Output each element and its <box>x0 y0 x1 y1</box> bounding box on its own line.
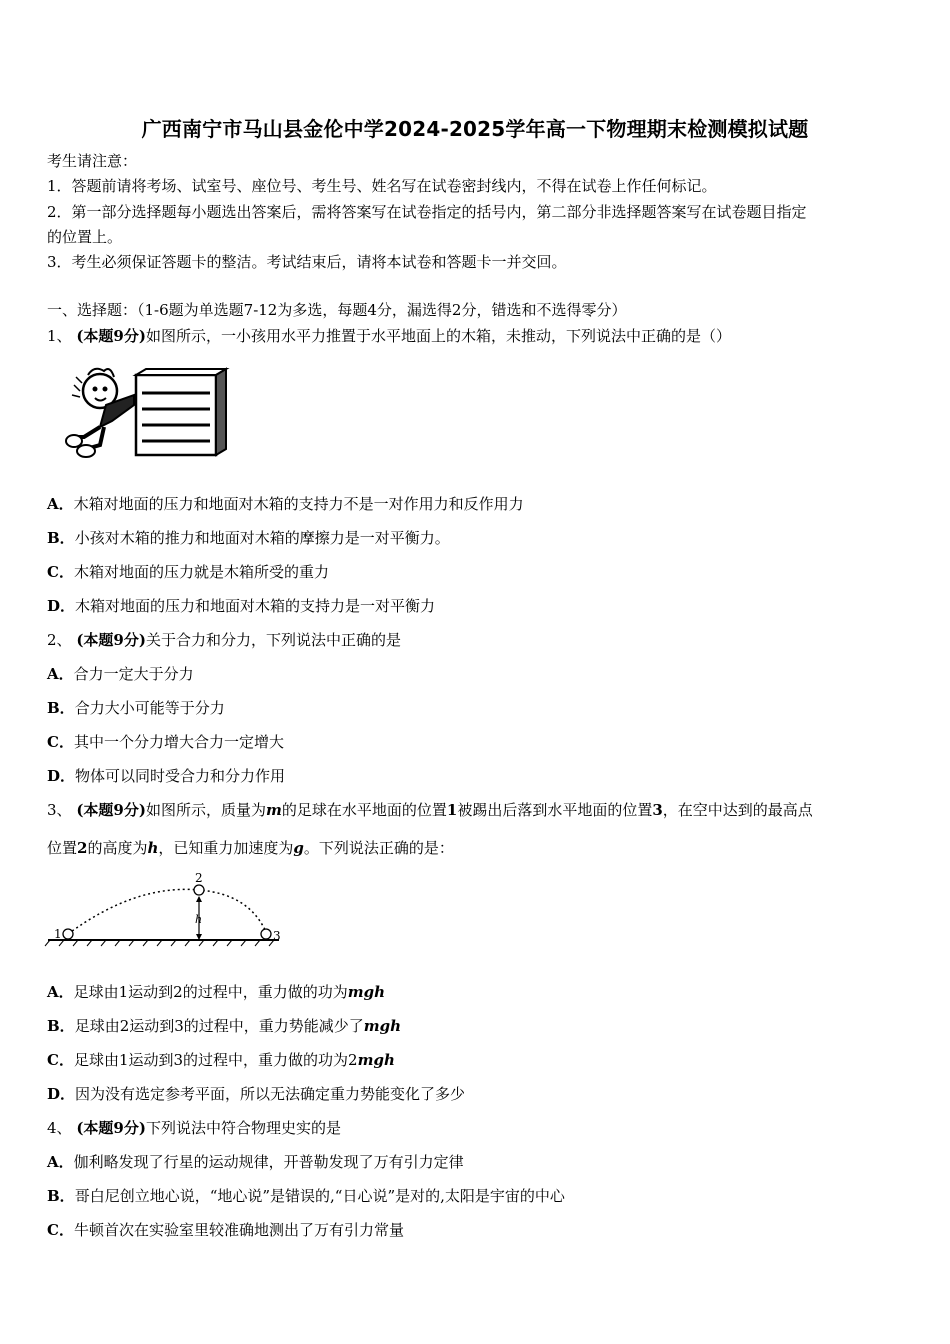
question-stem: 的足球在水平地面的位置 <box>281 801 447 819</box>
option-text: 足球由1运动到2的过程中，重力做的功为 <box>73 983 348 1001</box>
question-tag: (本题9分) <box>76 327 146 345</box>
position-1: 1 <box>446 801 458 819</box>
option-label: B． <box>47 699 75 717</box>
var-h: h <box>147 839 159 857</box>
option-text: 木箱对地面的压力和地面对木箱的支持力是一对平衡力 <box>75 597 436 615</box>
option-label: D． <box>47 1085 76 1103</box>
option-text: 合力一定大于分力 <box>73 665 194 683</box>
notice-item-1: 1．答题前请将考场、试室号、座位号、考生号、姓名写在试卷密封线内，不得在试卷上作任何标记。 <box>47 177 717 195</box>
child-shoe <box>66 435 82 447</box>
question-number: 2、 <box>47 631 72 649</box>
effort-mark <box>74 385 80 391</box>
question-3-cont <box>47 838 454 858</box>
label-h: h <box>195 913 203 926</box>
option-label: C． <box>47 1221 74 1239</box>
option-text: 足球由2运动到3的过程中，重力势能减少了 <box>74 1017 364 1035</box>
effort-mark <box>76 377 82 383</box>
q1-option-c[interactable] <box>47 562 329 582</box>
ball-position-3 <box>261 929 271 939</box>
option-text: 物体可以同时受合力和分力作用 <box>75 767 286 785</box>
label-3: 3 <box>273 929 281 943</box>
notice-item-3: 3．考生必须保证答题卡的整洁。考试结束后，请将本试卷和答题卡一并交回。 <box>47 253 567 271</box>
q2-option-d[interactable] <box>47 766 285 786</box>
option-label: B． <box>47 1187 75 1205</box>
q2-option-c[interactable] <box>47 732 284 752</box>
option-label: B． <box>47 1017 75 1035</box>
q2-option-b[interactable] <box>47 698 225 718</box>
q1-option-b[interactable] <box>47 528 450 548</box>
question-stem: ，已知重力加速度为 <box>158 839 294 857</box>
option-label: D． <box>47 597 76 615</box>
option-text: 伽利略发现了行星的运动规律，开普勒发现了万有引力定律 <box>73 1153 464 1171</box>
question-stem: 被踢出后落到水平地面的位置 <box>457 801 653 819</box>
option-label: A． <box>47 1153 74 1171</box>
var-g: g <box>293 839 304 857</box>
option-text: 足球由1运动到3的过程中，重力做的功为2 <box>73 1051 358 1069</box>
option-label: B． <box>47 529 75 547</box>
q2-option-a[interactable] <box>47 664 194 684</box>
child-eye <box>103 387 108 392</box>
q3-option-b[interactable] <box>47 1016 401 1036</box>
option-label: A． <box>47 983 74 1001</box>
question-number: 4、 <box>47 1119 72 1137</box>
option-text: 木箱对地面的压力和地面对木箱的支持力不是一对作用力和反作用力 <box>73 495 524 513</box>
option-label: C． <box>47 1051 74 1069</box>
ball-position-2 <box>194 885 204 895</box>
option-label: A． <box>47 665 74 683</box>
option-text: 小孩对木箱的推力和地面对木箱的摩擦力是一对平衡力。 <box>74 529 450 547</box>
option-text: 哥白尼创立地心说，“地心说”是错误的,“日心说”是对的,太阳是宇宙的中心 <box>74 1187 565 1205</box>
question-stem: 的高度为 <box>87 839 148 857</box>
position-3: 3 <box>652 801 663 819</box>
option-text: 因为没有选定参考平面，所以无法确定重力势能变化了多少 <box>75 1085 466 1103</box>
label-2: 2 <box>195 871 203 885</box>
child-shoe <box>77 445 95 457</box>
option-text: 木箱对地面的压力就是木箱所受的重力 <box>73 563 329 581</box>
page-title: 广西南宁市马山县金伦中学2024-2025学年高一下物理期末检测模拟试题 <box>141 117 809 141</box>
height-arrow-head <box>196 896 202 902</box>
q4-option-a[interactable] <box>47 1152 464 1172</box>
option-text: 其中一个分力增大合力一定增大 <box>73 733 284 751</box>
ball-position-1 <box>63 929 73 939</box>
question-stem: 下列说法中符合物理史实的是 <box>145 1119 341 1137</box>
option-label: C． <box>47 563 74 581</box>
q3-option-d[interactable] <box>47 1084 465 1104</box>
q3-option-a[interactable] <box>47 982 385 1002</box>
q1-option-d[interactable] <box>47 596 435 616</box>
notice-heading: 考生请注意： <box>47 152 138 170</box>
ball-trajectory-figure <box>44 868 284 953</box>
box-side <box>216 369 226 455</box>
option-text: 牛顿首次在实验室里较准确地测出了万有引力常量 <box>73 1221 404 1239</box>
question-tag: (本题9分) <box>76 1119 146 1137</box>
effort-mark <box>72 395 80 397</box>
q4-option-c[interactable] <box>47 1220 404 1240</box>
option-label: A． <box>47 495 74 513</box>
box-top <box>136 369 226 375</box>
box-front <box>136 375 216 455</box>
question-stem: 关于合力和分力，下列说法中正确的是 <box>145 631 401 649</box>
position-2: 2 <box>77 839 88 857</box>
question-number: 3、 <box>47 801 72 819</box>
question-tag: (本题9分) <box>76 631 146 649</box>
option-math: mgh <box>347 983 385 1001</box>
option-math: mgh <box>357 1051 395 1069</box>
question-1 <box>47 326 731 346</box>
section-heading: 一、选择题：（1-6题为单选题7-12为多选，每题4分，漏选得2分，错选和不选得零分） <box>47 301 627 319</box>
q3-option-c[interactable] <box>47 1050 395 1070</box>
question-number: 1、 <box>47 327 72 345</box>
var-m: m <box>265 801 282 819</box>
q1-option-a[interactable] <box>47 494 524 514</box>
q4-option-b[interactable] <box>47 1186 565 1206</box>
question-tag: (本题9分) <box>76 801 146 819</box>
question-stem: ，在空中达到的最高点 <box>662 801 813 819</box>
option-label: D． <box>47 767 76 785</box>
option-label: C． <box>47 733 74 751</box>
question-2 <box>47 630 401 650</box>
question-stem: 如图所示，质量为 <box>145 801 266 819</box>
notice-item-2: 2．第一部分选择题每小题选出答案后，需将答案写在试卷指定的括号内，第二部分非选择题答案写在试卷题目指定 <box>47 203 807 221</box>
label-1: 1 <box>54 927 62 941</box>
option-math: mgh <box>363 1017 402 1035</box>
notice-item-2-cont: 的位置上。 <box>47 228 123 246</box>
question-stem: 如图所示，一小孩用水平力推置于水平地面上的木箱，未推动，下列说法中正确的是（） <box>145 327 731 345</box>
trajectory-path <box>68 889 266 934</box>
child-eye <box>93 387 98 392</box>
question-3 <box>47 800 813 820</box>
question-4 <box>47 1118 341 1138</box>
option-text: 合力大小可能等于分力 <box>74 699 225 717</box>
question-stem: 位置 <box>47 839 78 857</box>
child-pushing-box-figure <box>60 365 230 460</box>
question-stem: 。下列说法正确的是： <box>303 839 454 857</box>
